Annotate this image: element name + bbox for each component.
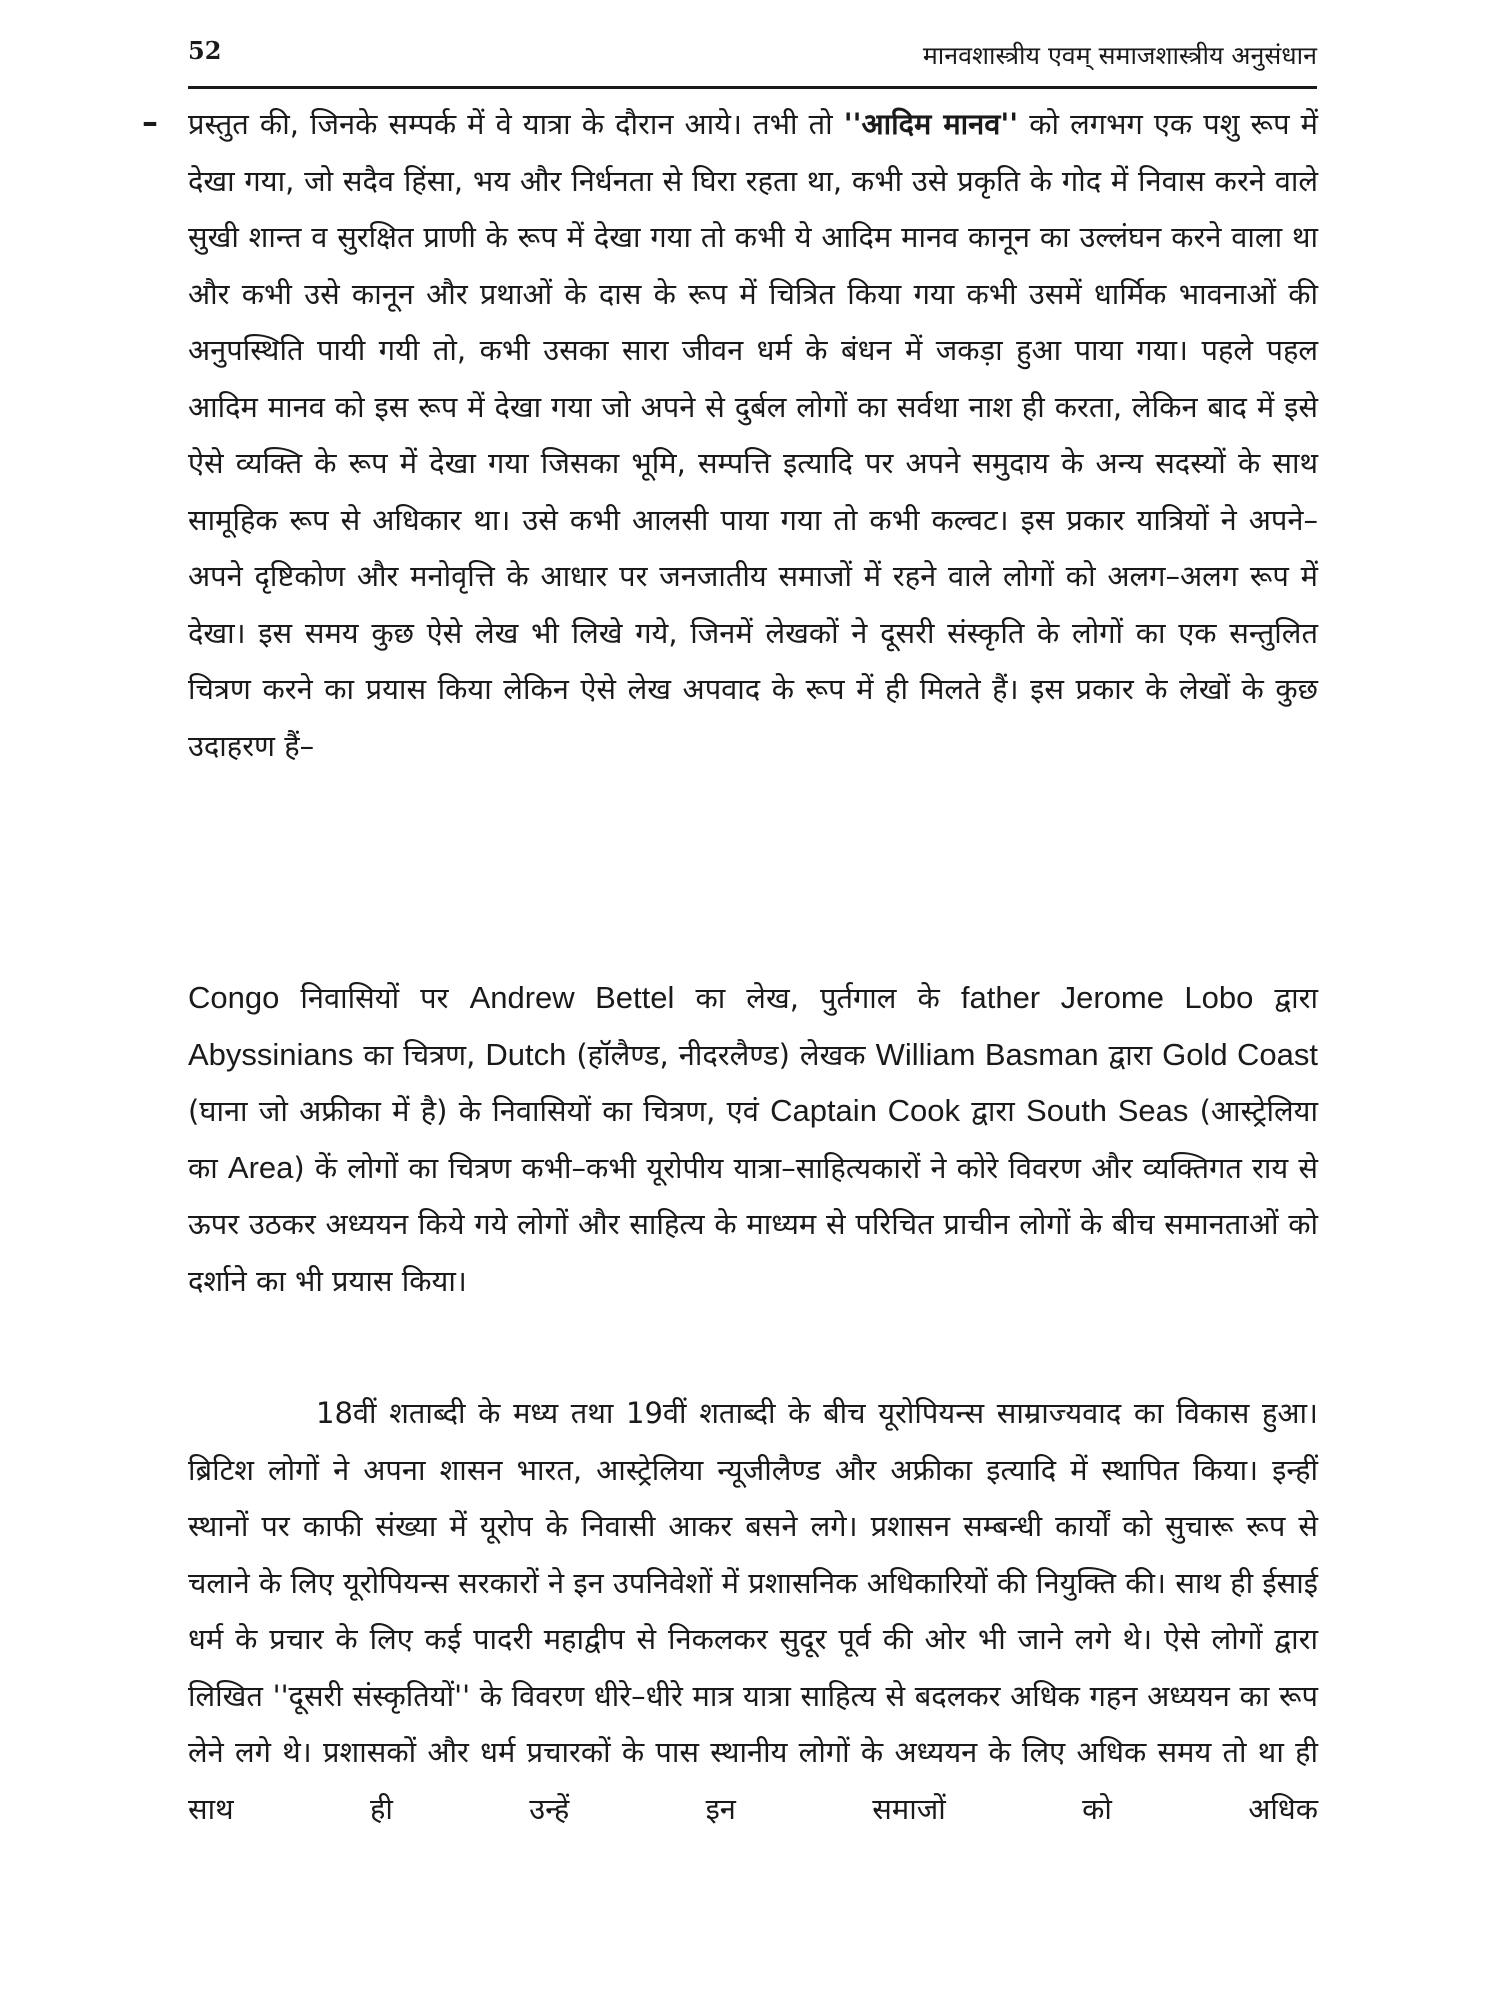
paragraph-2-text: ) कें लोगों का चित्रण कभी–कभी यूरोपीय यात्रा–साहित्यकारों ने कोरे विवरण और व्यक्तिगत राय से ऊपर उठकर अध्ययन किये गये लोगों और साहित्य के माध्यम से परिचित प्राचीन लोगों के बीच समानताओं को दर्शाने का भी प्रयास किया। (188, 1150, 1318, 1298)
term-father-jerome-lobo: father Jerome Lobo (960, 980, 1254, 1015)
paragraph-2-text: (आस्ट्रेलिया का (188, 1094, 1318, 1185)
term-gold-coast: Gold Coast (1162, 1036, 1319, 1072)
paragraph-3-text: 18वीं शताब्दी के मध्य तथा 19वीं शताब्दी के बीच यूरोपियन्स साम्राज्यवाद का विकास हुआ। ब्रिटिश लोगों ने अपना शासन भारत, आस्ट्रेलिया न्यूजीलैण्ड और अफ्रीका इत्यादि में स्थापित किया। इन्हीं स्थानों पर काफी संख्या में यूरोप के निवासी आकर बसने लगे। प्रशासन सम्बन्धी कार्यों को सुचारू रूप से चलाने के लिए यूरोपियन्स सरकारों ने इन उपनिवेशों में प्रशासनिक अधिकारियों की नियुक्ति की। साथ ही ईसाई धर्म के प्रचार के लिए कई पादरी महाद्वीप से निकलकर सुदूर पूर्व की ओर भी जाने लगे थे। ऐसे लोगों द्वारा लिखित ''दूसरी संस्कृतियों'' के विवरण धीरे–धीरे मात्र यात्रा साहित्य से बदलकर अधिक गहन अध्ययन का रूप लेने लगे थे। प्रशासकों और धर्म प्रचारकों के पास स्थानीय लोगों के अध्ययन के लिए अधिक समय तो था ही साथ ही उन्हें इन समाजों को अधिक (188, 1396, 1318, 1826)
paragraph-3 (188, 1385, 1318, 1837)
paragraph-1-text-a: प्रस्तुत की, जिनके सम्पर्क में वे यात्रा के दौरान आये। तभी तो (188, 107, 844, 141)
page-header (188, 26, 1317, 89)
term-south-seas: South Seas (1026, 1093, 1189, 1128)
paragraph-2-text: का लेख, पुर्तगाल के (674, 981, 961, 1015)
term-congo: Congo (188, 980, 280, 1015)
paragraph-2-text: का चित्रण, (353, 1037, 486, 1072)
paragraph-2-text: (हॉलैण्ड, नीदरलैण्ड) लेखक (566, 1037, 876, 1072)
paragraph-2-text: द्वारा (959, 1094, 1027, 1128)
paragraph-2-text: द्वारा (1253, 981, 1318, 1015)
margin-mark: – (142, 103, 158, 141)
term-andrew-bettel: Andrew Bettel (469, 980, 675, 1015)
term-captain-cook: Captain Cook (770, 1093, 960, 1128)
term-area: Area (227, 1149, 294, 1185)
paragraph-1-text-b: को लगभग एक पशु रूप में देखा गया, जो सदैव हिंसा, भय और निर्धनता से घिरा रहता था, कभी उसे प्रकृति के गोद में निवास करने वाले सुखी शान्त व सुरक्षित प्राणी के रूप में देखा गया तो कभी ये आदिम मानव कानून का उल्लंघन करने वाला था और कभी उसे कानून और प्रथाओं के दास के रूप में चित्रित किया गया कभी उसमें धार्मिक भावनाओं की अनुपस्थिति पायी गयी तो, कभी उसका सारा जीवन धर्म के बंधन में जकड़ा हुआ पाया गया। पहले पहल आदिम मानव को इस रूप में देखा गया जो अपने से दुर्बल लोगों का सर्वथा नाश ही करता, लेकिन बाद में इसे ऐसे व्यक्ति के रूप में देखा गया जिसका भूमि, सम्पत्ति इत्यादि पर अपने समुदाय के अन्य सदस्यों के साथ सामूहिक रूप से अधिकार था। उसे कभी आलसी पाया गया तो कभी कल्वट। इस प्रकार यात्रियों ने अपने–अपने दृष्टिकोण और मनोवृत्ति के आधार पर जनजातीय समाजों में रहने वाले लोगों को अलग–अलग रूप में देखा। इस समय कुछ ऐसे लेख भी लिखे गये, जिनमें लेखकों ने दूसरी संस्कृति के लोगों का एक सन्तुलित चित्रण करने का प्रयास किया लेकिन ऐसे लेख अपवाद के रूप में ही मिलते हैं। इस प्रकार के लेखों के कुछ उदाहरण हैं– (188, 107, 1318, 763)
term-william-basman: William Basman (875, 1036, 1099, 1072)
paragraph-1 (188, 96, 1318, 774)
paragraph-2 (188, 970, 1318, 1309)
term-abyssinians: Abyssinians (188, 1036, 354, 1072)
paragraph-2-text: द्वारा (1098, 1037, 1163, 1072)
page-number: 52 (188, 36, 222, 65)
emphasis-aadim-manav: ''आदिम मानव'' (843, 107, 1019, 141)
paragraph-2-text: निवासियों पर (279, 981, 470, 1015)
running-title: मानवशास्त्रीय एवम् समाजशास्त्रीय अनुसंधान (922, 41, 1317, 70)
term-dutch: Dutch (485, 1036, 567, 1072)
paragraph-2-text: (घाना जो अफ्रीका में है) के निवासियों का चित्रण, एवं (188, 1094, 771, 1128)
